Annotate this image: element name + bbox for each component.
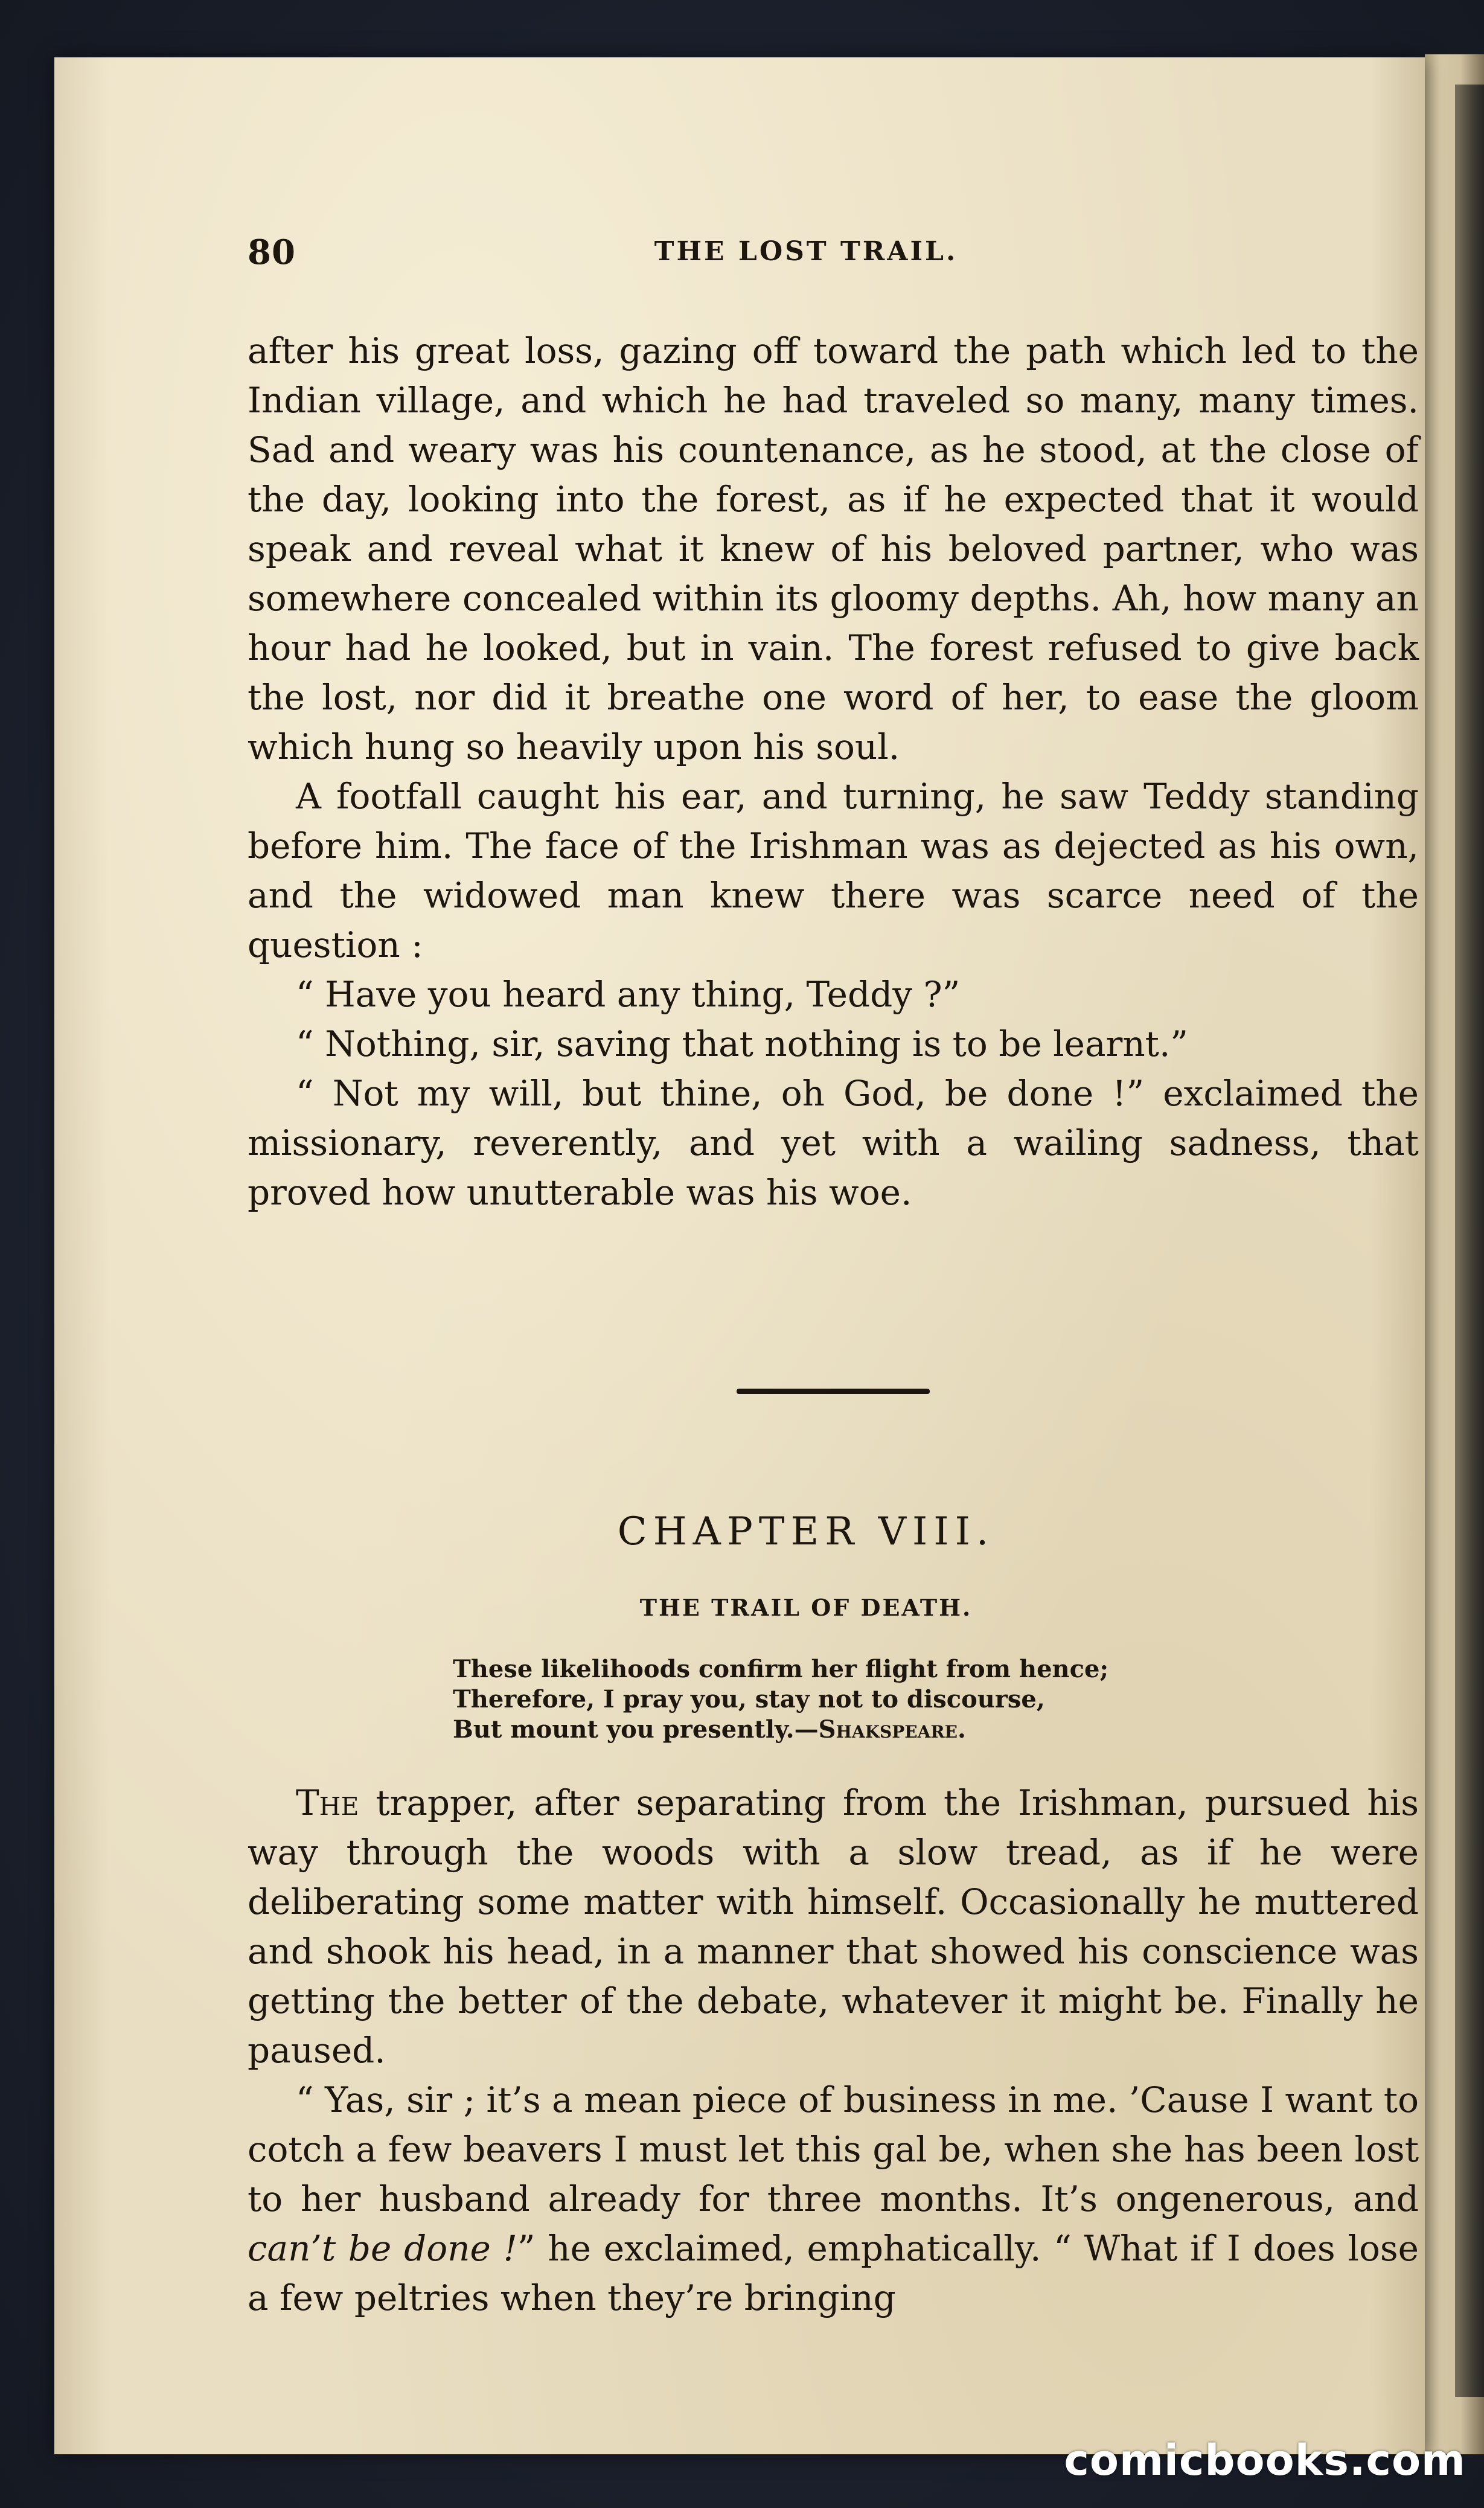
chapter-heading: CHAPTER VIII. xyxy=(617,1509,995,1554)
paragraph: “ Not my will, but thine, oh God, be done !” exclaimed the missionary, reverently, and yet with a wailing sadness, that proved how unutterable was his woe. xyxy=(248,1073,1419,1213)
epigraph-line: Therefore, I pray you, stay not to discourse, xyxy=(453,1685,1045,1713)
paragraph: A footfall caught his ear, and turning, he saw Teddy standing before him. The face of the Irishman was as dejected as his own, and the widowed man knew there was scarce need of the question : xyxy=(248,776,1419,965)
page-number: 80 xyxy=(248,232,296,272)
paragraph xyxy=(248,1778,1419,2075)
section-divider xyxy=(737,1389,930,1394)
epigraph-author: Shakspeare. xyxy=(818,1715,966,1744)
paragraph-text: trapper, after separating from the Irishman, pursued his way through the woods with a slow tread, as if he were deliberating some matter with himself. Occasionally he muttered and shook his head, in a manner that showed his conscience was getting the better of the debate, whatever it might be. Finally he paused. xyxy=(248,1782,1419,2071)
watermark: comicbooks.com xyxy=(1064,2436,1466,2485)
lead-word: The xyxy=(296,1782,359,1823)
epigraph-line: These likelihoods confirm her flight from hence; xyxy=(453,1655,1109,1683)
text-block-bottom xyxy=(248,1778,1419,2323)
paragraph: “ Nothing, sir, saving that nothing is to be learnt.” xyxy=(296,1023,1189,1064)
epigraph-line-text: But mount you presently.— xyxy=(453,1715,819,1744)
book-page xyxy=(54,57,1425,2454)
page-header xyxy=(193,232,1419,275)
paragraph-text: “ Yas, sir ; it’s a mean piece of business in me. ’Cause I want to cotch a few beavers I must let this gal be, when she has been lost to her husband already for three months. It’s ongenerous, and xyxy=(248,2079,1419,2219)
book-spine-shadow xyxy=(1455,85,1484,2397)
italic-text: can’t be done ! xyxy=(248,2228,517,2269)
paragraph: after his great loss, gazing off toward the path which led to the Indian village, and which he had traveled so many, many times. Sad and weary was his countenance, as he stood, at the close of the day, looking into the forest, as if he expected that it would speak and reveal what it knew of his beloved partner, who was somewhere concealed within its gloomy depths. Ah, how many an hour had he looked, but in vain. The forest refused to give back the lost, nor did it breathe one word of her, to ease the gloom which hung so heavily upon his soul. xyxy=(248,330,1419,767)
running-head: THE LOST TRAIL. xyxy=(654,236,958,267)
epigraph xyxy=(453,1654,1108,1745)
epigraph-line-attribution xyxy=(453,1715,1108,1745)
chapter-subtitle: THE TRAIL OF DEATH. xyxy=(639,1594,973,1621)
paragraph-text: ” he exclaimed, emphatically. “ What if I does lose a few peltries when they’re bringing xyxy=(248,2228,1419,2318)
paragraph xyxy=(248,2075,1419,2323)
text-block-top xyxy=(248,326,1419,1217)
paragraph: “ Have you heard any thing, Teddy ?” xyxy=(296,974,961,1015)
